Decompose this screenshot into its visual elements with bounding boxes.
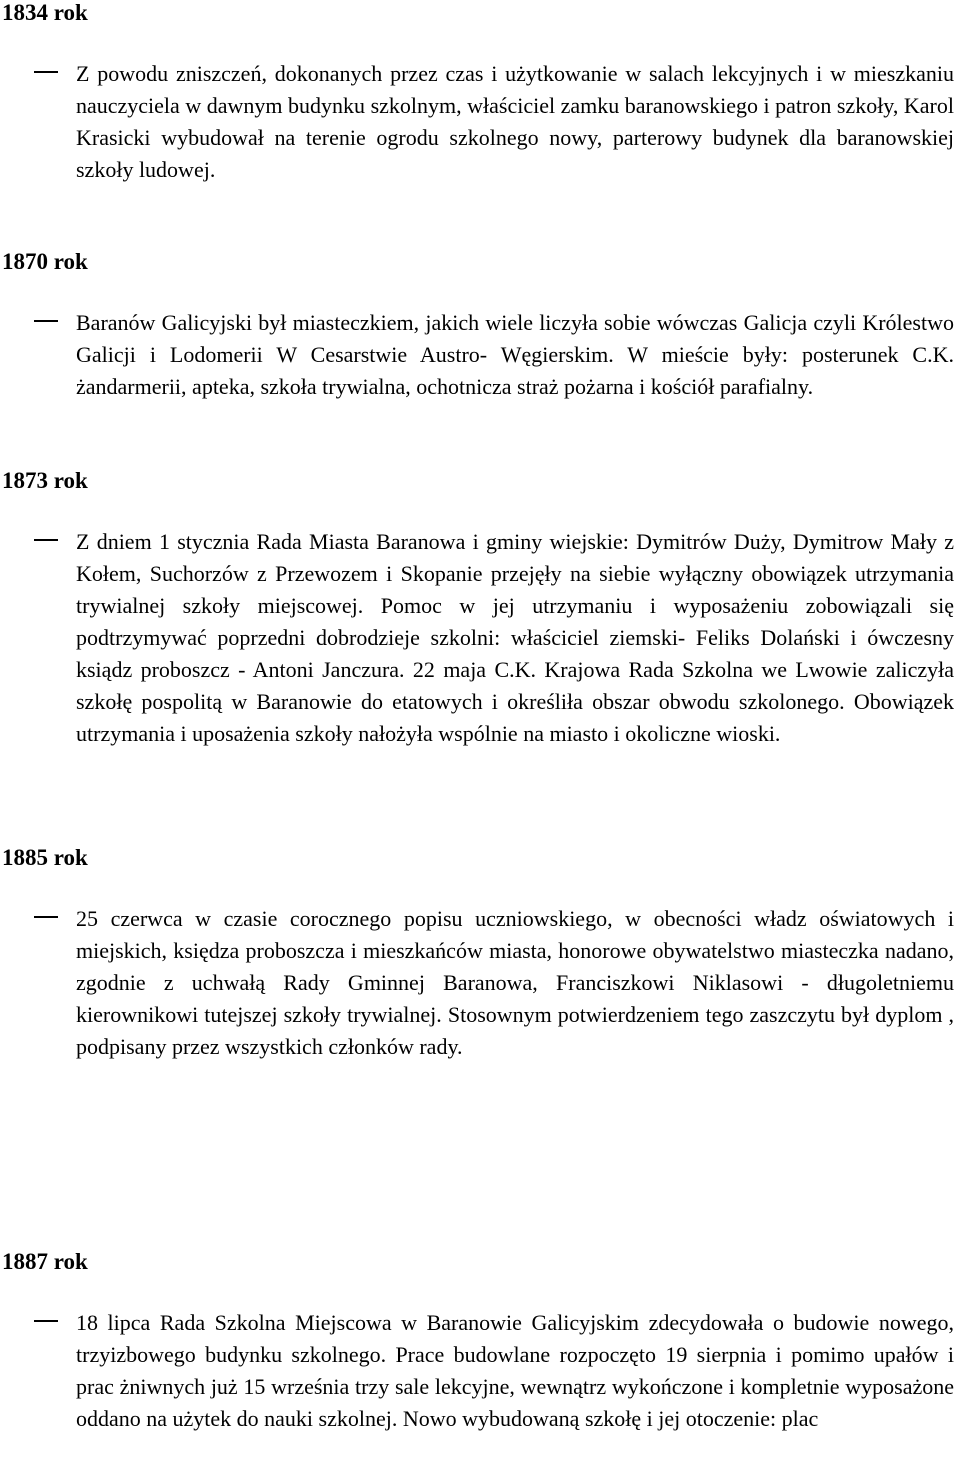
entry-text: Baranów Galicyjski był miasteczkiem, jakich wiele liczyła sobie wówczas Galicja czyli Królestwo Galicji i Lodomerii W Cesarstwie Austro- Węgierskim. W mieście były: posterunek C.K. żandarmerii, apteka, szkoła trywialna, ochotnicza straż pożarna i kościół parafialny. <box>76 310 954 399</box>
year-heading: 1887 rok <box>2 1249 88 1274</box>
dash-bullet <box>34 916 58 918</box>
entry-1834 <box>0 58 960 186</box>
entry-text: 18 lipca Rada Szkolna Miejscowa w Baranowie Galicyjskim zdecydowała o budowie nowego, trzyizbowego budynku szkolnego. Prace budowlane rozpoczęto 19 sierpnia i pomimo upałów i prac żniwnych już 15 września trzy sale lekcyjne, wewnątrz wykończone i kompletnie wyposażone oddano na użytek do nauki szkolnej. Nowo wybudowaną szkołę i jej otoczenie: plac <box>76 1310 954 1431</box>
section-1885 <box>0 845 960 1063</box>
year-heading: 1873 rok <box>2 468 88 493</box>
year-heading: 1885 rok <box>2 845 88 870</box>
dash-bullet <box>34 71 58 73</box>
entry-1887 <box>0 1307 960 1435</box>
entry-1885 <box>0 903 960 1063</box>
section-1834 <box>0 0 960 186</box>
year-heading: 1870 rok <box>2 249 88 274</box>
entry-text: Z dniem 1 stycznia Rada Miasta Baranowa i gminy wiejskie: Dymitrów Duży, Dymitrow Mały z Kołem, Suchorzów z Przewozem i Skopanie przejęły na siebie wyłączny obowiązek utrzymania trywialnej szkoły miejscowej. Pomoc w jej utrzymaniu i wyposażeniu zobowiązali się podtrzymywać poprzedni dobrodzieje szkolni: właściciel ziemski- Feliks Dolański i ówczesny ksiądz proboszcz - Antoni Janczura. 22 maja C.K. Krajowa Rada Szkolna we Lwowie zaliczyła szkołę pospolitą w Baranowie do etatowych i określiła obszar obwodu szkolonego. Obowiązek utrzymania i uposażenia szkoły nałożyła wspólnie na miasto i okoliczne wioski. <box>76 529 954 746</box>
dash-bullet <box>34 1320 58 1322</box>
section-1887 <box>0 1249 960 1435</box>
entry-text: 25 czerwca w czasie corocznego popisu uczniowskiego, w obecności władz oświatowych i miejskich, księdza proboszcza i mieszkańców miasta, honorowe obywatelstwo miasteczka nadano, zgodnie z uchwałą Rady Gminnej Baranowa, Franciszkowi Niklasowi - długoletniemu kierownikowi tutejszej szkoły trywialnej. Stosownym potwierdzeniem tego zaszczytu był dyplom , podpisany przez wszystkich członków rady. <box>76 906 954 1059</box>
section-1873 <box>0 468 960 750</box>
entry-1873 <box>0 526 960 750</box>
dash-bullet <box>34 320 58 322</box>
section-1870 <box>0 249 960 403</box>
entry-1870 <box>0 307 960 403</box>
entry-text: Z powodu zniszczeń, dokonanych przez czas i użytkowanie w salach lekcyjnych i w mieszkaniu nauczyciela w dawnym budynku szkolnym, właściciel zamku baranowskiego i patron szkoły, Karol Krasicki wybudował na terenie ogrodu szkolnego nowy, parterowy budynek dla baranowskiej szkoły ludowej. <box>76 61 954 182</box>
dash-bullet <box>34 539 58 541</box>
year-heading: 1834 rok <box>2 0 88 25</box>
